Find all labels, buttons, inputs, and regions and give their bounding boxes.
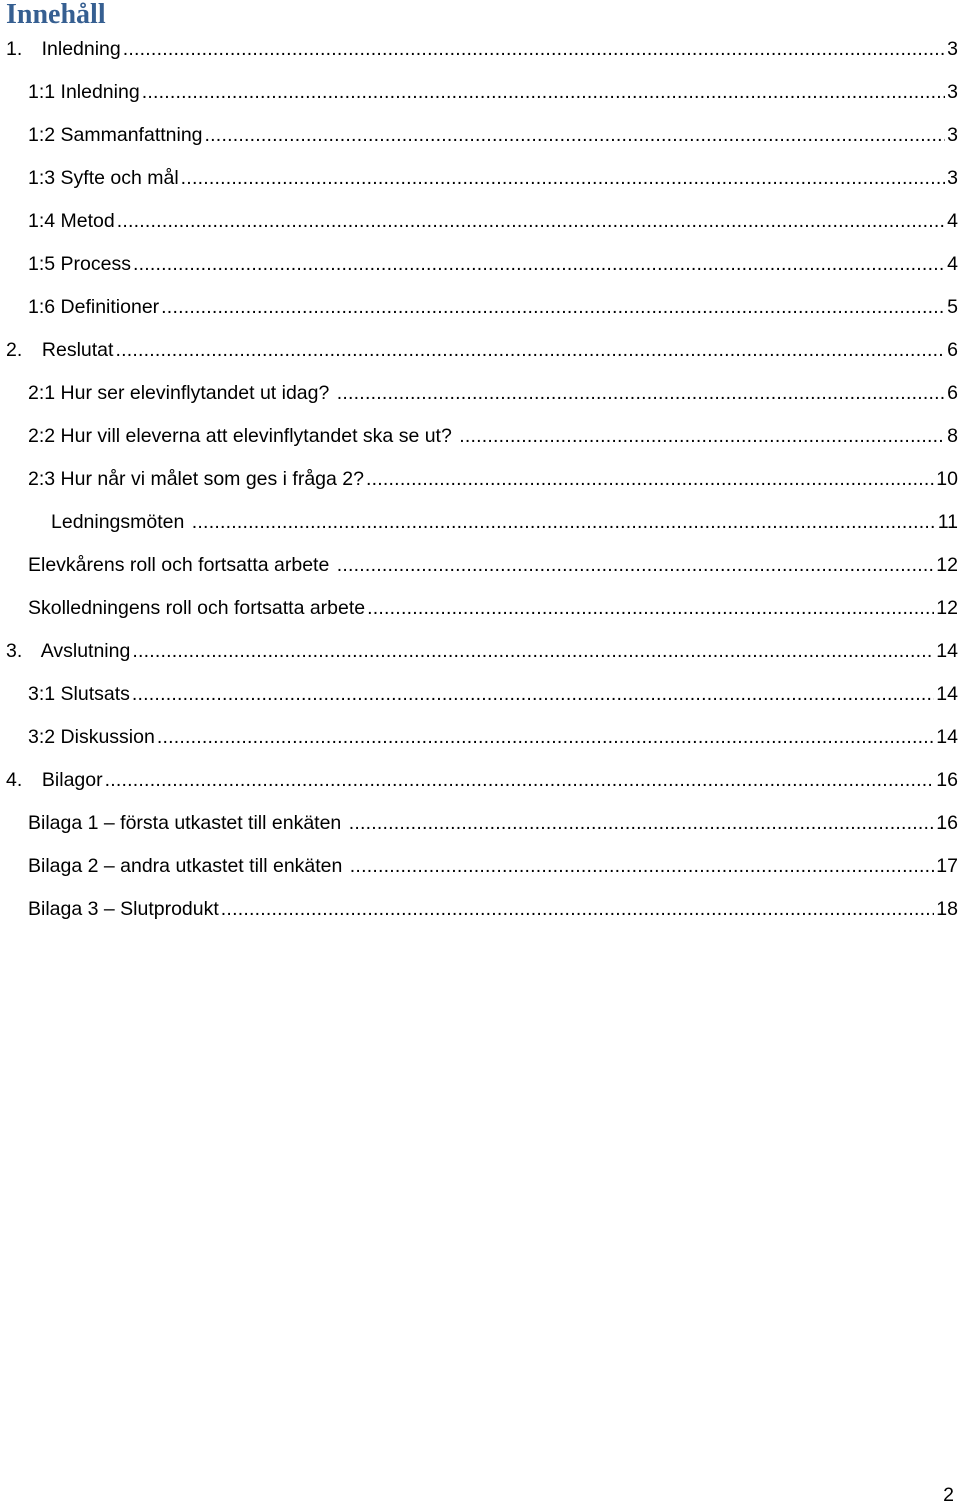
toc-entry-page: 14	[936, 683, 958, 705]
toc-dot-leader	[132, 630, 934, 673]
toc-dot-leader	[117, 200, 945, 243]
toc-entry-page: 16	[936, 812, 958, 834]
toc-entry-page: 6	[947, 339, 958, 361]
toc-entry-page: 3	[947, 124, 958, 146]
toc-entry-title: Ledningsmöten	[51, 511, 190, 533]
toc-entry-title: Inledning	[41, 38, 121, 60]
toc-entry-page: 3	[947, 81, 958, 103]
toc-dot-leader	[123, 28, 945, 71]
toc-entry-title: 1:1 Inledning	[28, 81, 140, 103]
toc-heading: Innehåll	[6, 0, 106, 30]
toc-dot-leader	[205, 114, 946, 157]
toc-entry-page: 11	[937, 511, 958, 533]
toc-entry-title: Bilaga 1 – första utkastet till enkäten	[28, 812, 347, 834]
toc-entry-title: Bilaga 3 – Slutprodukt	[28, 898, 219, 920]
toc-entry-title: 2:3 Hur når vi målet som ges i fråga 2?	[28, 468, 364, 490]
toc-entry-title: 1:5 Process	[28, 253, 131, 275]
toc-entry-page: 10	[936, 468, 958, 490]
toc-dot-leader	[221, 888, 935, 931]
toc-entry-page: 3	[947, 167, 958, 189]
toc-entry[interactable]	[0, 501, 958, 544]
toc-entry[interactable]	[0, 802, 958, 845]
toc-entry[interactable]	[0, 716, 958, 759]
toc-entry-page: 12	[936, 597, 958, 619]
toc-dot-leader	[337, 372, 945, 415]
toc-entry[interactable]	[0, 845, 958, 888]
toc-dot-leader	[132, 673, 934, 716]
toc-entry-number: 4.	[6, 769, 23, 791]
toc-entry[interactable]	[0, 458, 958, 501]
toc-entry-page: 4	[947, 210, 958, 232]
toc-entry-title: Bilaga 2 – andra utkastet till enkäten	[28, 855, 348, 877]
toc-entry-number: 2.	[6, 339, 23, 361]
toc-entry-title: 1:2 Sammanfattning	[28, 124, 203, 146]
toc-entry[interactable]	[0, 28, 958, 71]
toc-entry[interactable]	[0, 415, 958, 458]
toc-entry[interactable]	[0, 544, 958, 587]
toc-entry-title: 1:4 Metod	[28, 210, 115, 232]
toc-entry-title: Bilagor	[41, 769, 103, 791]
toc-entry-title: Elevkårens roll och fortsatta arbete	[28, 554, 335, 576]
toc-dot-leader	[161, 286, 945, 329]
toc-entry-page: 16	[936, 769, 958, 791]
toc-dot-leader	[115, 329, 945, 372]
toc-dot-leader	[337, 544, 935, 587]
toc-dot-leader	[105, 759, 935, 802]
toc-entry-page: 14	[936, 640, 958, 662]
toc-entry[interactable]	[0, 888, 958, 931]
toc-entry-title: Avslutning	[40, 640, 131, 662]
toc-entry-page: 4	[947, 253, 958, 275]
toc-entry-title: Skolledningens roll och fortsatta arbete	[28, 597, 366, 619]
toc-entry-page: 14	[936, 726, 958, 748]
toc-entry-title: 3:1 Slutsats	[28, 683, 130, 705]
toc-dot-leader	[157, 716, 934, 759]
toc-entry-page: 12	[936, 554, 958, 576]
toc-entry-page: 6	[947, 382, 958, 404]
toc-entry[interactable]	[0, 200, 958, 243]
toc-dot-leader	[459, 415, 945, 458]
toc-entry-title: 2:2 Hur vill eleverna att elevinflytandet ska se ut?	[28, 425, 458, 447]
toc-entry[interactable]	[0, 630, 958, 673]
toc-dot-leader	[192, 501, 936, 544]
toc-dot-leader	[350, 845, 935, 888]
toc-entry-page: 8	[947, 425, 958, 447]
toc-entry[interactable]	[0, 114, 958, 157]
toc-entry-title: 2:1 Hur ser elevinflytandet ut idag?	[28, 382, 335, 404]
toc-entry[interactable]	[0, 587, 958, 630]
toc-entry-title: 1:3 Syfte och mål	[28, 167, 179, 189]
toc-entry[interactable]	[0, 673, 958, 716]
toc-dot-leader	[349, 802, 935, 845]
toc-entry-number: 1.	[6, 38, 23, 60]
toc-entry-page: 17	[936, 855, 958, 877]
toc-entry-title: 1:6 Definitioner	[28, 296, 160, 318]
toc-dot-leader	[142, 71, 945, 114]
toc-dot-leader	[367, 587, 934, 630]
toc-entry[interactable]	[0, 243, 958, 286]
toc-entry[interactable]	[0, 286, 958, 329]
toc-dot-leader	[181, 157, 945, 200]
toc-entry[interactable]	[0, 157, 958, 200]
toc-entry-page: 18	[936, 898, 958, 920]
toc-dot-leader	[133, 243, 945, 286]
toc-entry-page: 3	[947, 38, 958, 60]
toc-dot-leader	[366, 458, 934, 501]
page-number: 2	[943, 1484, 954, 1506]
toc-entry[interactable]	[0, 71, 958, 114]
table-of-contents	[0, 28, 958, 931]
toc-entry[interactable]	[0, 759, 958, 802]
toc-entry-title: Reslutat	[41, 339, 114, 361]
toc-entry[interactable]	[0, 329, 958, 372]
toc-entry-page: 5	[947, 296, 958, 318]
toc-entry-title: 3:2 Diskussion	[28, 726, 155, 748]
toc-entry-number: 3.	[6, 640, 23, 662]
toc-entry[interactable]	[0, 372, 958, 415]
